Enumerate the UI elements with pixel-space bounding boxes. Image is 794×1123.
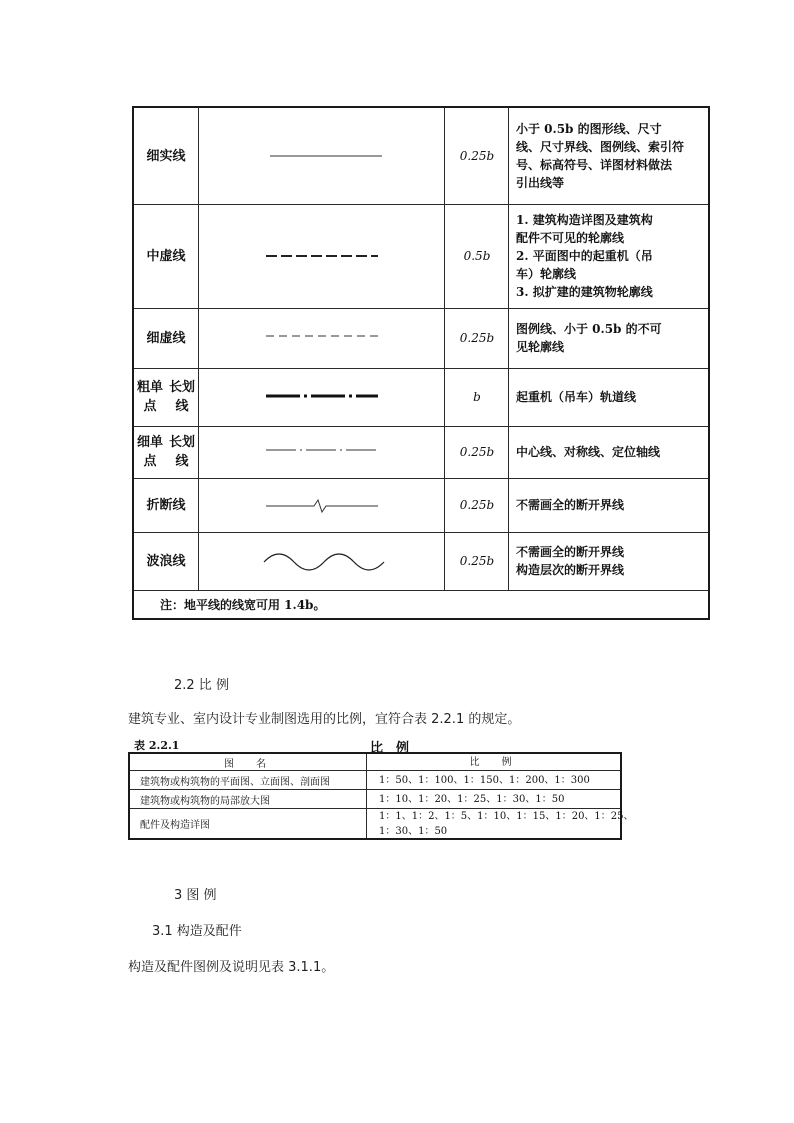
break-line-sample <box>200 478 444 532</box>
line-usage: 图例线、小于 0.5b 的不可 见轮廓线 <box>516 322 662 354</box>
table-row <box>134 532 708 591</box>
table-row <box>134 368 708 427</box>
line-type-table-frame <box>132 106 710 620</box>
line-type-name: 细虚线 <box>146 330 186 346</box>
line-width: b <box>473 390 481 404</box>
line-width: 0.25b <box>459 498 495 512</box>
scale-values: 1：1、1：2、1：5、1：10、1：15、1：20、1：25、 1：30、1：50 <box>379 810 634 837</box>
medium-dashed-line-sample <box>200 204 444 308</box>
line-usage: 中心线、对称线、定位轴线 <box>516 445 661 459</box>
line-type-name: 折断线 <box>146 497 186 513</box>
thin-dashed-line-sample <box>200 308 444 368</box>
wave-line-sample <box>200 532 444 590</box>
table-header-row <box>130 754 620 771</box>
line-usage: 不需画全的断开界线 构造层次的断开界线 <box>516 545 625 577</box>
table-row <box>130 809 634 838</box>
scale-values: 1：10、1：20、1：25、1：30、1：50 <box>379 793 565 805</box>
line-width: 0.5b <box>463 249 491 263</box>
scale-table-caption <box>130 737 624 756</box>
line-type-name: 中虚线 <box>146 248 186 264</box>
line-usage: 1. 建筑构造详图及建筑构 配件不可见的轮廓线 2. 平面图中的起重机（吊 车）轮廓线 3. 拟扩建的建筑物轮廓线 <box>516 213 653 299</box>
table-row <box>134 108 708 205</box>
line-type-name: 波浪线 <box>146 553 186 569</box>
section-heading-3-1: 3.1 构造及配件 <box>152 924 242 939</box>
table-row <box>130 790 620 809</box>
section-paragraph-2-2: 建筑专业、室内设计专业制图选用的比例，宜符合表 2.2.1 的规定。 <box>128 712 521 727</box>
table-row <box>130 771 620 790</box>
table-row <box>134 478 708 533</box>
thin-solid-line-sample <box>200 108 444 204</box>
section-heading-3: 3 图 例 <box>174 888 217 903</box>
table-number: 表 2.2.1 <box>134 739 180 752</box>
line-type-name: 细实线 <box>146 148 186 164</box>
table-row <box>134 204 708 309</box>
column-header: 图 名 <box>224 758 272 770</box>
line-width: 0.25b <box>459 331 495 345</box>
table-note: 注：地平线的线宽可用 1.4b。 <box>160 597 326 612</box>
section-paragraph-3-1: 构造及配件图例及说明见表 3.1.1。 <box>128 960 335 975</box>
line-type-name: 粗单点 长划线 <box>136 380 195 414</box>
line-width: 0.25b <box>459 149 495 163</box>
line-usage: 不需画全的断开界线 <box>516 498 625 512</box>
line-usage: 起重机（吊车）轨道线 <box>516 390 637 404</box>
scale-values: 1：50、1：100、1：150、1：200、1：300 <box>379 774 590 786</box>
table-title: 比 例 <box>370 741 410 756</box>
column-header: 比 例 <box>469 756 518 768</box>
drawing-name: 配件及构造详图 <box>140 820 210 831</box>
scale-table <box>128 752 634 840</box>
table-row <box>134 308 708 369</box>
section-heading-2-2: 2.2 比 例 <box>174 678 229 693</box>
drawing-name: 建筑物或构筑物的局部放大图 <box>140 795 270 807</box>
line-type-name: 细单点 长划线 <box>136 435 195 469</box>
line-width: 0.25b <box>459 554 495 568</box>
thin-dash-dot-line-sample <box>200 426 444 478</box>
drawing-name: 建筑物或构筑物的平面图、立面图、剖面图 <box>140 776 330 788</box>
line-width: 0.25b <box>459 445 495 459</box>
thick-dash-dot-line-sample <box>200 368 444 426</box>
table-row <box>134 426 708 479</box>
line-usage: 小于 0.5b 的图形线、尺寸 线、尺寸界线、图例线、索引符 号、标高符号、详图材料做法 引出线等 <box>516 122 685 190</box>
line-type-table <box>132 106 710 620</box>
